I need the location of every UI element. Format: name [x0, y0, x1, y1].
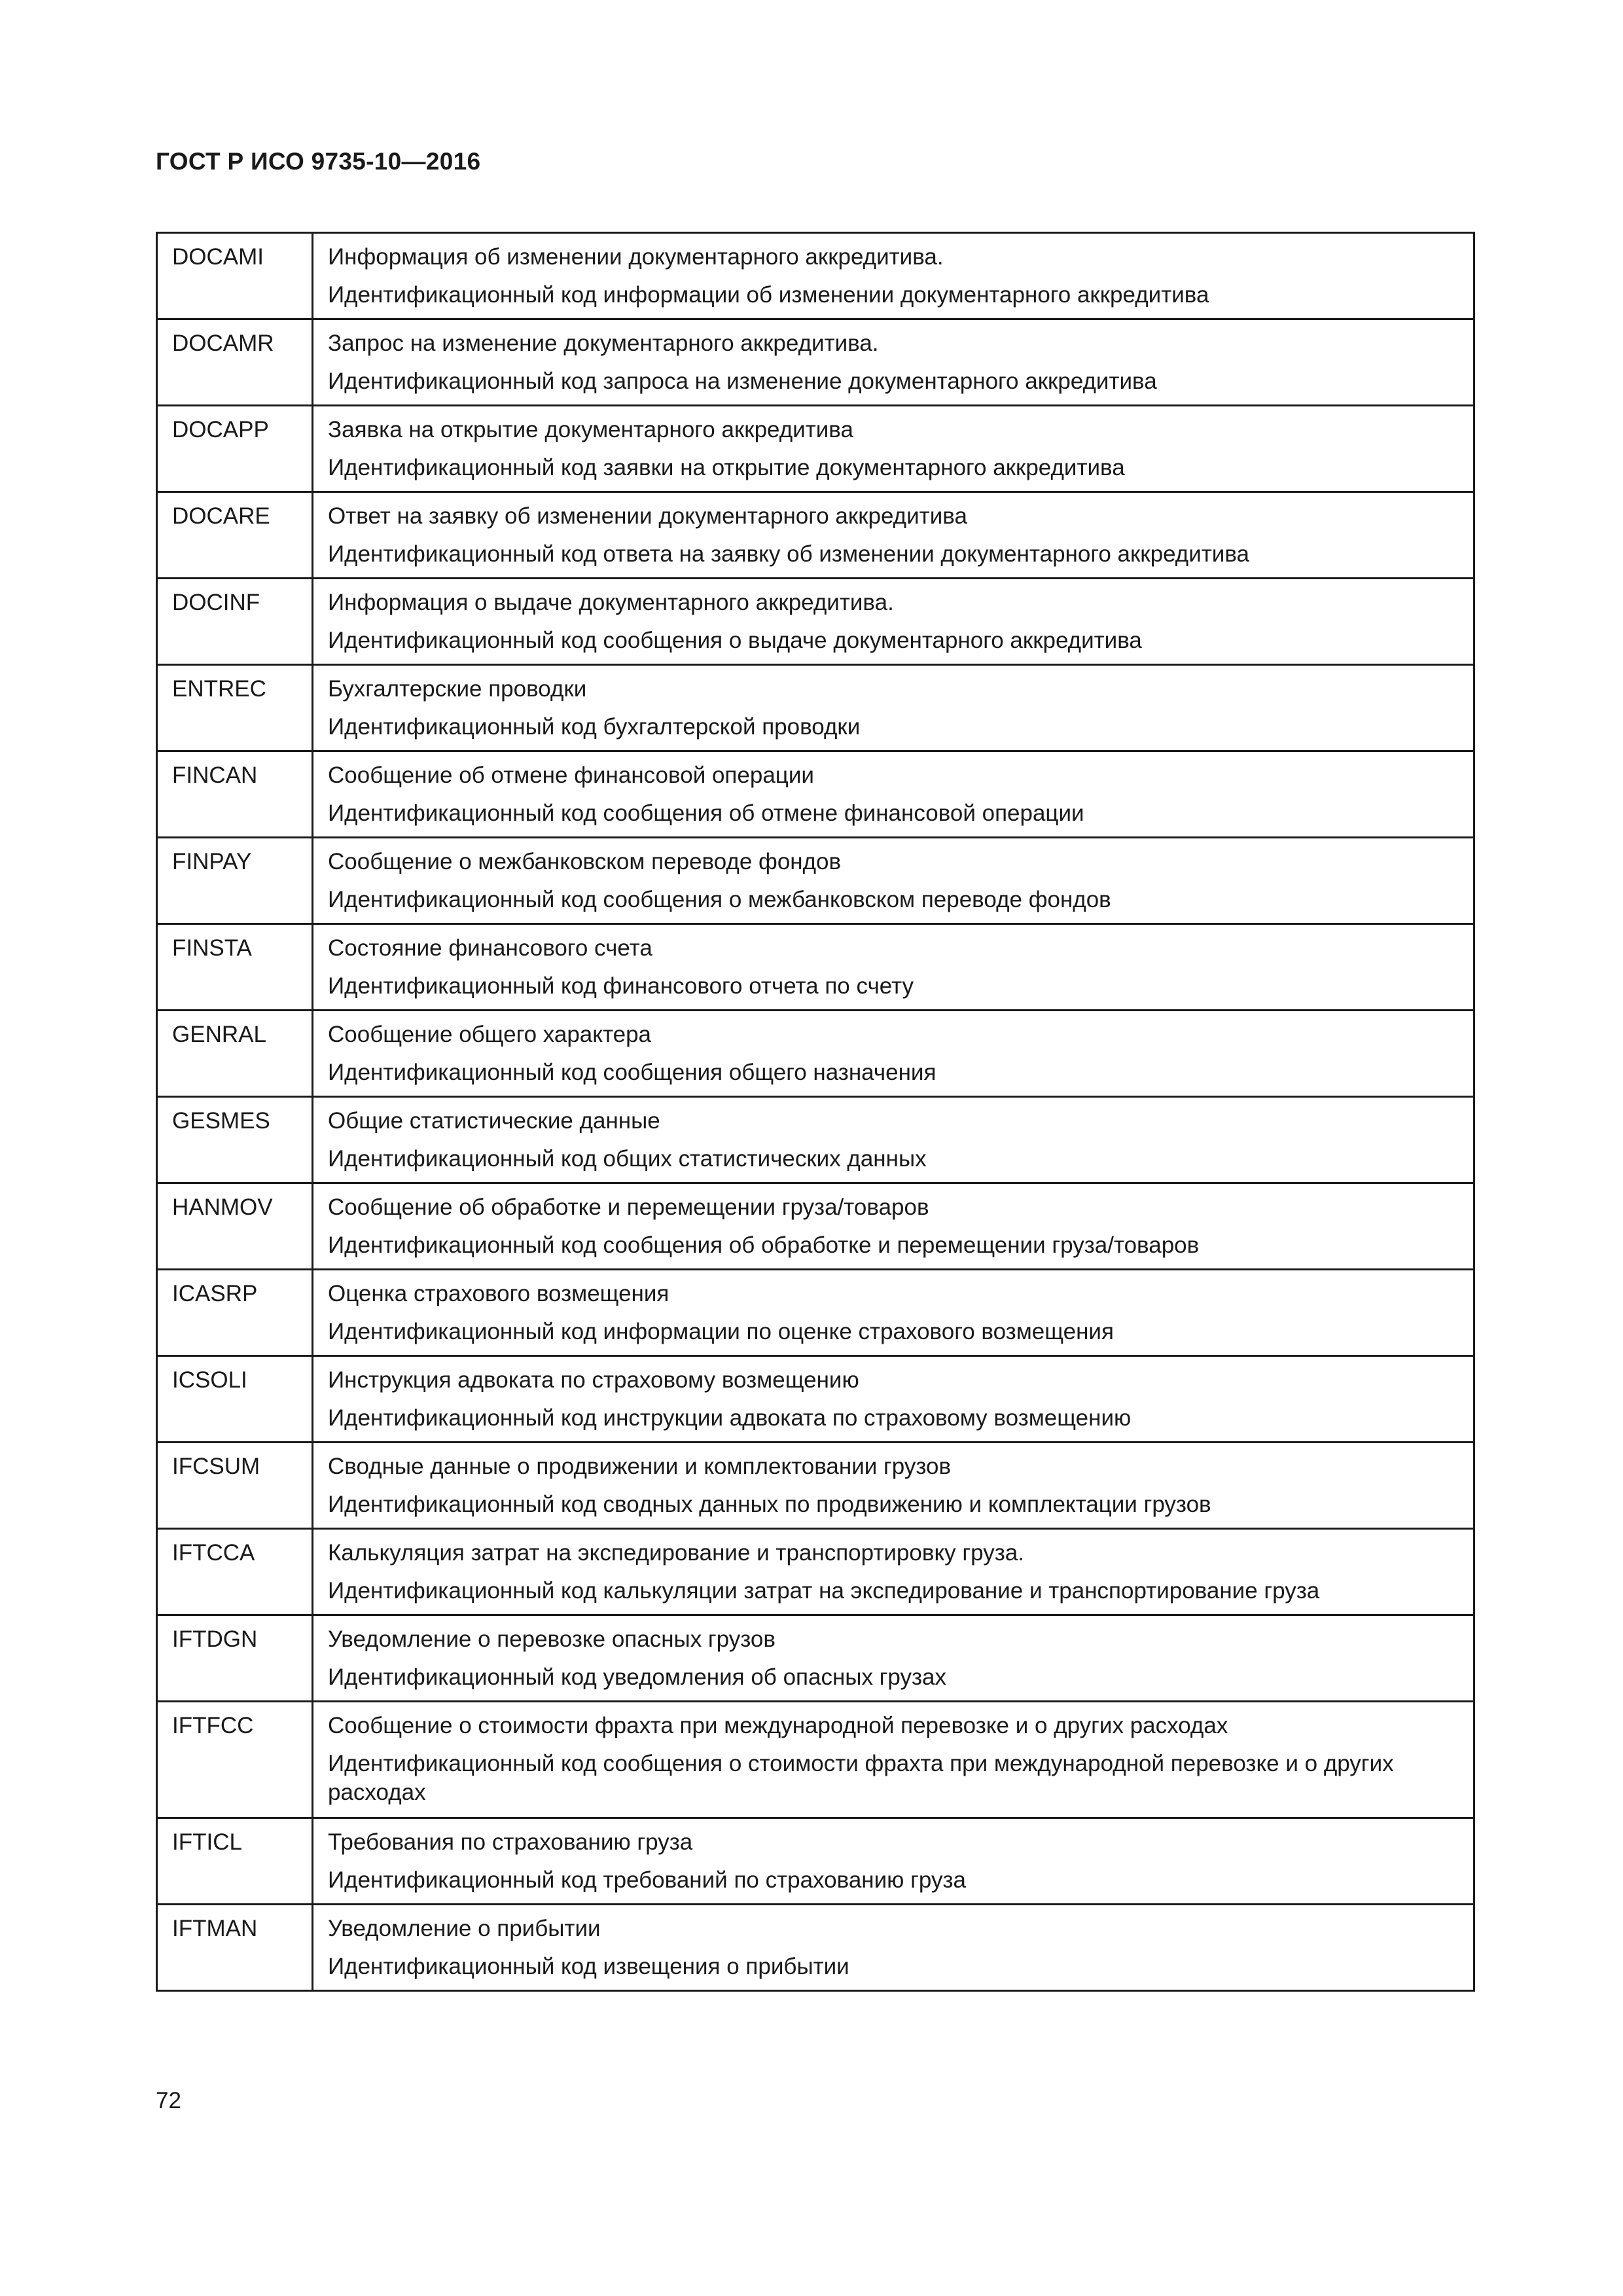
- code-cell: ICSOLI: [157, 1356, 313, 1443]
- table-body: [157, 233, 1474, 1991]
- identifier-description: Идентификационный код общих статистических данных: [328, 1146, 927, 1172]
- identifier-description: Идентификационный код сообщения о выдаче документарного аккредитива: [328, 628, 1142, 653]
- table-row: [157, 751, 1474, 838]
- code-cell: IFTFCC: [157, 1702, 313, 1818]
- description-cell: [313, 665, 1474, 751]
- table-row: [157, 1097, 1474, 1183]
- message-name: Инструкция адвоката по страховому возмещению: [328, 1367, 859, 1393]
- table-row: [157, 838, 1474, 924]
- code-cell: IFTDGN: [157, 1615, 313, 1702]
- document-header: ГОСТ Р ИСО 9735-10—2016: [156, 148, 481, 175]
- identifier-description: Идентификационный код информации об изменении документарного аккредитива: [328, 282, 1209, 308]
- table-row: [157, 1529, 1474, 1615]
- identifier-description: Идентификационный код запроса на изменение документарного аккредитива: [328, 368, 1157, 394]
- description-cell: [313, 1702, 1474, 1818]
- message-name: Сообщение об обработке и перемещении груза/товаров: [328, 1194, 929, 1220]
- table-row: [157, 1443, 1474, 1529]
- code-cell: IFTCCA: [157, 1529, 313, 1615]
- message-name: Состояние финансового счета: [328, 935, 652, 961]
- description-cell: [313, 924, 1474, 1011]
- message-name: Заявка на открытие документарного аккредитива: [328, 417, 853, 442]
- identifier-description: Идентификационный код требований по страхованию груза: [328, 1867, 966, 1893]
- message-name: Требования по страхованию груза: [328, 1829, 693, 1855]
- code-cell: DOCAMI: [157, 233, 313, 319]
- identifier-description: Идентификационный код информации по оценке страхового возмещения: [328, 1319, 1114, 1344]
- code-cell: ICASRP: [157, 1270, 313, 1356]
- page-number: 72: [156, 2088, 181, 2113]
- description-cell: [313, 1011, 1474, 1097]
- message-name: Уведомление о перевозке опасных грузов: [328, 1626, 776, 1652]
- identifier-description: Идентификационный код сводных данных по продвижению и комплектации грузов: [328, 1492, 1211, 1517]
- table-row: [157, 1011, 1474, 1097]
- identifier-description: Идентификационный код уведомления об опасных грузах: [328, 1664, 947, 1690]
- code-cell: DOCINF: [157, 579, 313, 665]
- description-cell: [313, 319, 1474, 406]
- description-cell: [313, 838, 1474, 924]
- table-row: [157, 319, 1474, 406]
- identifier-description: Идентификационный код сообщения об отмене финансовой операции: [328, 800, 1084, 826]
- description-cell: [313, 1905, 1474, 1991]
- message-name: Информация об изменении документарного аккредитива.: [328, 244, 944, 270]
- message-name: Сообщение об отмене финансовой операции: [328, 762, 814, 788]
- code-cell: FINCAN: [157, 751, 313, 838]
- code-cell: IFTICL: [157, 1818, 313, 1905]
- code-cell: DOCAMR: [157, 319, 313, 406]
- table-row: [157, 1702, 1474, 1818]
- table-row: [157, 406, 1474, 492]
- message-name: Сообщение о стоимости фрахта при международной перевозке и о других расходах: [328, 1713, 1228, 1738]
- identifier-description: Идентификационный код ответа на заявку об изменении документарного аккредитива: [328, 541, 1249, 567]
- message-name: Ответ на заявку об изменении документарного аккредитива: [328, 503, 967, 529]
- message-name: Сообщение о межбанковском переводе фондов: [328, 849, 842, 874]
- code-cell: GENRAL: [157, 1011, 313, 1097]
- code-cell: FINPAY: [157, 838, 313, 924]
- message-name: Сообщение общего характера: [328, 1022, 651, 1047]
- description-cell: [313, 1443, 1474, 1529]
- message-name: Оценка страхового возмещения: [328, 1281, 669, 1306]
- table-row: [157, 233, 1474, 319]
- description-cell: [313, 233, 1474, 319]
- description-cell: [313, 1615, 1474, 1702]
- table-row: [157, 579, 1474, 665]
- description-cell: [313, 1529, 1474, 1615]
- table-row: [157, 1356, 1474, 1443]
- description-cell: [313, 1097, 1474, 1183]
- code-cell: FINSTA: [157, 924, 313, 1011]
- table-row: [157, 1615, 1474, 1702]
- description-cell: [313, 406, 1474, 492]
- description-cell: [313, 751, 1474, 838]
- identifier-description: Идентификационный код сообщения общего назначения: [328, 1060, 936, 1085]
- code-cell: GESMES: [157, 1097, 313, 1183]
- description-cell: [313, 1356, 1474, 1443]
- message-name: Уведомление о прибытии: [328, 1916, 601, 1941]
- message-code-table: [156, 232, 1475, 1992]
- table-row: [157, 1183, 1474, 1270]
- table-row: [157, 665, 1474, 751]
- table-row: [157, 1270, 1474, 1356]
- table-row: [157, 924, 1474, 1011]
- identifier-description: Идентификационный код финансового отчета по счету: [328, 973, 914, 999]
- message-name: Бухгалтерские проводки: [328, 676, 587, 702]
- message-name: Информация о выдаче документарного аккредитива.: [328, 590, 894, 615]
- description-cell: [313, 1270, 1474, 1356]
- description-cell: [313, 1183, 1474, 1270]
- message-name: Калькуляция затрат на экспедирование и транспортировку груза.: [328, 1540, 1024, 1566]
- identifier-description: Идентификационный код заявки на открытие документарного аккредитива: [328, 455, 1125, 480]
- identifier-description: Идентификационный код калькуляции затрат на экспедирование и транспортирование груза: [328, 1578, 1320, 1604]
- table-row: [157, 492, 1474, 579]
- identifier-description: Идентификационный код извещения о прибытии: [328, 1954, 849, 1979]
- message-name: Сводные данные о продвижении и комплектовании грузов: [328, 1454, 952, 1479]
- identifier-description: Идентификационный код сообщения об обработке и перемещении груза/товаров: [328, 1232, 1200, 1258]
- code-cell: DOCAPP: [157, 406, 313, 492]
- code-cell: DOCARE: [157, 492, 313, 579]
- code-cell: ENTREC: [157, 665, 313, 751]
- code-cell: IFCSUM: [157, 1443, 313, 1529]
- code-cell: HANMOV: [157, 1183, 313, 1270]
- identifier-description: Идентификационный код сообщения о стоимости фрахта при международной перевозке и о других расходах: [328, 1751, 1394, 1805]
- identifier-description: Идентификационный код бухгалтерской проводки: [328, 714, 861, 740]
- table-row: [157, 1905, 1474, 1991]
- description-cell: [313, 579, 1474, 665]
- message-name: Запрос на изменение документарного аккредитива.: [328, 331, 879, 356]
- identifier-description: Идентификационный код инструкции адвоката по страховому возмещению: [328, 1405, 1132, 1431]
- description-cell: [313, 1818, 1474, 1905]
- description-cell: [313, 492, 1474, 579]
- code-cell: IFTMAN: [157, 1905, 313, 1991]
- message-name: Общие статистические данные: [328, 1108, 660, 1134]
- table-row: [157, 1818, 1474, 1905]
- identifier-description: Идентификационный код сообщения о межбанковском переводе фондов: [328, 887, 1111, 912]
